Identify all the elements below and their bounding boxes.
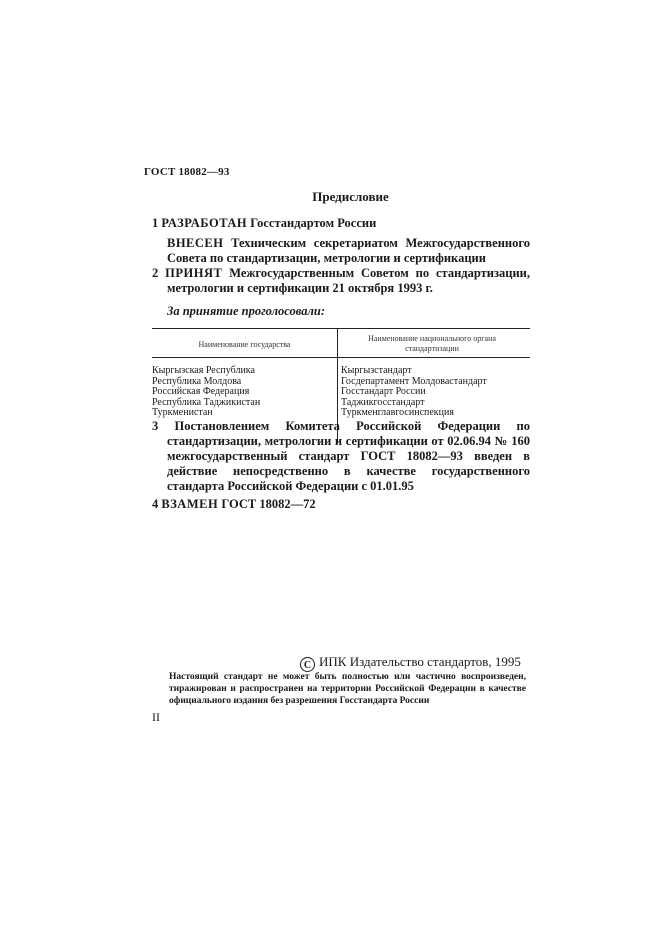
- item-number: 2: [152, 266, 159, 280]
- table-cell-state: Туркменистан: [152, 407, 213, 419]
- table-cell-state: Кыргызская Республика: [152, 365, 255, 376]
- header-standards-body: Наименование национального органа стандартизации: [368, 334, 496, 353]
- voted-label: За принятие проголосовали:: [167, 304, 326, 318]
- column-bodies: [341, 366, 487, 419]
- table-cell-body: Туркменглавгосинспекция: [341, 407, 454, 419]
- table-cell-body: Кыргызстандарт: [341, 365, 412, 376]
- item-number: 1: [152, 216, 159, 230]
- reproduction-notice: [152, 671, 526, 707]
- item-keyword: РАЗРАБОТАН: [161, 216, 248, 230]
- preface-title: Предисловие: [312, 189, 389, 204]
- document-code: ГОСТ 18082—93: [144, 166, 230, 178]
- item-enacted: [152, 419, 530, 494]
- item-keyword: ВЗАМЕН: [161, 497, 219, 511]
- item-text: ГОСТ 18082—72: [218, 497, 316, 511]
- copyright-line: [300, 654, 521, 672]
- notice-text: Настоящий стандарт не может быть полностью или частично воспроизведен, тиражирован и распространен на территории Российской Федерации в качестве официального издания без разрешения Госстандарта России: [169, 672, 526, 706]
- item-text: Межгосударственным Советом по стандартизации, метрологии и сертификации 21 октября 1993 г.: [167, 266, 530, 295]
- page-number: II: [152, 710, 160, 724]
- item-text: Техническим секретариатом Межгосударственного Совета по стандартизации, метрологии и сертификации: [167, 236, 530, 265]
- item-text: Постановлением Комитета Российской Федерации по стандартизации, метрологии и сертификации от 02.06.94 № 160 межгосударственный стандарт ГОСТ 18082—93 введен в действие непосредственно в качестве государственного стандарта Российской Федерации с 01.01.95: [167, 419, 530, 493]
- copyright-text: ИПК Издательство стандартов, 1995: [319, 654, 521, 669]
- copyright-icon: C: [300, 657, 315, 672]
- item-developed: [152, 216, 376, 231]
- table-top-rule: [152, 328, 530, 329]
- item-adopted: [152, 266, 530, 296]
- item-replaces: [152, 497, 316, 512]
- table-cell-body: Госдепартамент Молдовастандарт: [341, 375, 487, 387]
- table-cell-body: Таджикгосстандарт: [341, 396, 425, 408]
- header-state: Наименование государства: [198, 340, 291, 349]
- item-keyword: ВНЕСЕН: [167, 236, 224, 250]
- table-cell-body: Госстандарт России: [341, 386, 426, 398]
- item-submitted: [167, 236, 530, 266]
- table-cell-state: Республика Молдова: [152, 375, 242, 387]
- table-header-rule: [152, 357, 530, 358]
- item-number: 4: [152, 497, 159, 511]
- item-number: 3: [152, 419, 159, 433]
- table-cell-state: Российская Федерация: [152, 386, 250, 398]
- item-text: Госстандартом России: [247, 216, 377, 230]
- column-states: [152, 366, 260, 419]
- table-cell-state: Республика Таджикистан: [152, 396, 261, 408]
- item-keyword: ПРИНЯТ: [165, 266, 223, 280]
